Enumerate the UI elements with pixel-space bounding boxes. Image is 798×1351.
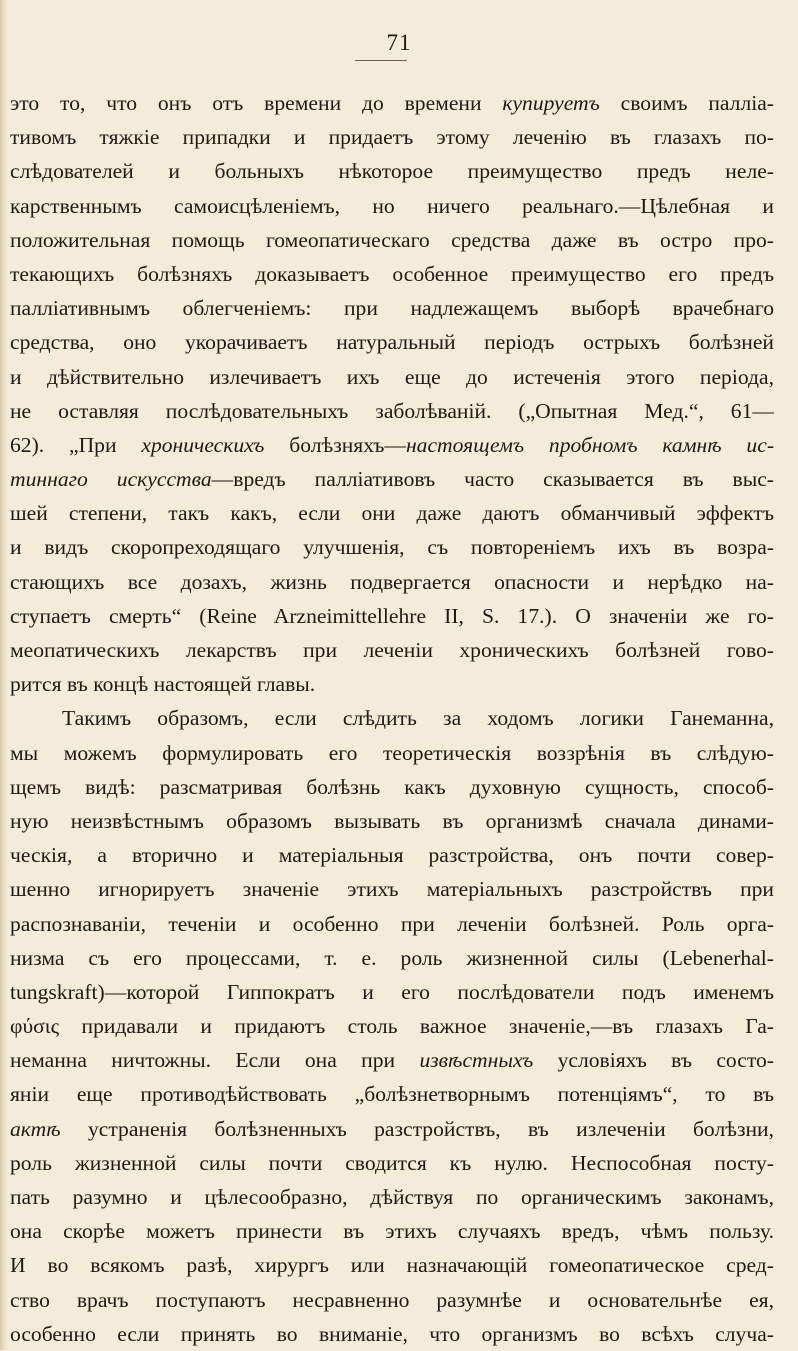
text-run: болѣзняхъ—: [264, 432, 406, 457]
text-line: [10, 325, 774, 359]
text-line: [10, 770, 774, 804]
text-line: [10, 1317, 774, 1351]
text-line: [10, 1112, 774, 1146]
text-run: тивомъ тяжкiе припадки и придаетъ этому леченiю въ глазахъ по-: [10, 125, 774, 150]
text-line: [10, 1146, 774, 1180]
text-run: слѣдователей и больныхъ нѣкоторое преимущество предъ неле-: [10, 159, 774, 184]
text-run: средства, оно укорачиваетъ натуральный перiодъ острыхъ болѣзней: [10, 330, 774, 355]
text-line: [10, 975, 774, 1009]
text-run: это то, что онъ отъ времени до времени: [10, 91, 503, 115]
page-number-rule: [355, 60, 407, 61]
text-line: [10, 667, 774, 701]
text-line: [10, 1283, 774, 1317]
text-line: [10, 189, 774, 223]
text-run: —вредъ паллiативовъ часто сказывается въ выс-: [211, 467, 774, 492]
text-line: [10, 394, 774, 428]
text-line: [10, 907, 774, 941]
text-run: своимъ паллiа-: [599, 91, 774, 115]
text-run: ную неизвѣстнымъ образомъ вызывать въ организмѣ сначала динами-: [10, 808, 774, 833]
text-line: [10, 565, 774, 599]
text-run: ческiя, а вторично и матерiальныя разстройства, онъ почти совер-: [10, 843, 774, 868]
body-text: [10, 86, 774, 1351]
text-line: [10, 223, 774, 257]
text-line: [10, 428, 774, 462]
text-line: [10, 257, 774, 291]
text-line: [10, 736, 774, 770]
italic-run: тиннаго искусства: [10, 467, 212, 492]
text-run: распознаванiи, теченiи и особенно при леченiи болѣзней. Роль орга-: [10, 911, 774, 936]
text-line: [10, 496, 774, 530]
text-line: [10, 1180, 774, 1214]
text-run: И во всякомъ разѣ, хирургъ или назначающiй гомеопатическое сред-: [10, 1253, 774, 1278]
text-line: [10, 291, 774, 325]
text-run: рится въ концѣ настоящей главы.: [10, 672, 316, 697]
text-run: ство врачъ поступаютъ несравненно разумнѣе и основательнѣе ея,: [10, 1287, 774, 1312]
text-run: янiи еще противодѣйствовать „болѣзнетворнымъ потенцiямъ“, то въ: [10, 1082, 774, 1107]
text-run: она скорѣе можетъ принести въ этихъ случаяхъ вредъ, чѣмъ пользу.: [10, 1219, 774, 1244]
text-run: ступаетъ смерть“ (Reine Arzneimittellehre II, S. 17.). О значенiи же го-: [10, 603, 774, 628]
text-line: [10, 530, 774, 564]
text-line: [10, 633, 774, 667]
page-number: 71: [386, 30, 412, 55]
text-run: карственнымъ самоисцѣленiемъ, но ничего реальнаго.—Цѣлебная и: [10, 193, 774, 218]
italic-run: актѣ: [10, 1116, 61, 1141]
text-line: [10, 462, 774, 496]
text-line: [10, 599, 774, 633]
text-run: шенно игнорируетъ значенiе этихъ матерiальныхъ разстройствъ при: [10, 877, 774, 902]
text-run: мы можемъ формулировать его теоретическiя воззрѣнiя въ слѣдую-: [10, 740, 774, 765]
text-line: [10, 1248, 774, 1282]
text-run: и видъ скоропреходящаго улучшенiя, съ повторенiемъ ихъ въ возра-: [10, 535, 774, 560]
text-line: [10, 86, 774, 120]
text-line: [10, 701, 774, 735]
text-run: меопатическихъ лекарствъ при леченiи хроническихъ болѣзней гово-: [10, 638, 774, 662]
text-line: [10, 154, 774, 188]
text-line: [10, 1214, 774, 1248]
text-run: пать разумно и цѣлесообразно, дѣйствуя по органическимъ законамъ,: [10, 1185, 774, 1209]
text-line: [10, 360, 774, 394]
italic-run: купируетъ: [502, 91, 600, 115]
text-run: не оставляя послѣдовательныхъ заболѣванiй. („Опытная Мед.“, 61—: [10, 398, 774, 423]
text-run: Такимъ образомъ, если слѣдить за ходомъ логики Ганеманна,: [62, 706, 774, 731]
text-run: устраненiя болѣзненныхъ разстройствъ, въ излеченiи болѣзни,: [60, 1116, 774, 1141]
text-run: низма съ его процессами, т. е. роль жизненной силы (Lebenerhal-: [10, 945, 774, 970]
text-run: особенно если принять во вниманiе, что организмъ во всѣхъ случа-: [10, 1321, 774, 1346]
text-line: [10, 872, 774, 906]
text-line: [10, 120, 774, 154]
text-line: [10, 804, 774, 838]
text-run: роль жизненной силы почти сводится къ нулю. Неспособная посту-: [10, 1150, 774, 1175]
text-line: [10, 1043, 774, 1077]
text-run: 62). „При: [10, 432, 142, 457]
text-run: щемъ видѣ: разсматривая болѣзнь какъ духовную сущность, способ-: [10, 774, 774, 799]
text-line: [10, 1077, 774, 1111]
text-run: tungskraft)—которой Гиппократъ и его послѣдователи подъ именемъ: [10, 979, 774, 1004]
text-run: положительная помощь гомеопатическаго средства даже въ остро про-: [10, 227, 774, 252]
text-run: неманна ничтожны. Если она при: [10, 1048, 420, 1073]
text-run: шей степени, такъ какъ, если они даже даютъ обманчивый эффектъ: [10, 501, 774, 526]
text-run: паллiативнымъ облегченiемъ: при надлежащемъ выборѣ врачебнаго: [10, 296, 774, 321]
italic-run: хроническихъ: [141, 432, 265, 457]
text-run: и дѣйствительно излечиваетъ ихъ еще до истеченiя этого перiода,: [10, 364, 774, 389]
text-run: φύσις придавали и придаютъ столь важное значенiе,—въ глазахъ Га-: [10, 1014, 774, 1039]
text-line: [10, 1009, 774, 1043]
text-run: текающихъ болѣзняхъ доказываетъ особенное преимущество его предъ: [10, 261, 774, 286]
text-run: стающихъ все дозахъ, жизнь подвергается опасности и нерѣдко на-: [10, 569, 774, 594]
italic-run: настоящемъ пробномъ камнѣ ис-: [405, 432, 774, 457]
italic-run: извѣстныхъ: [419, 1048, 534, 1073]
page-edge: [0, 0, 8, 1350]
text-run: условiяхъ въ состо-: [533, 1048, 774, 1073]
text-line: [10, 838, 774, 872]
text-line: [10, 941, 774, 975]
